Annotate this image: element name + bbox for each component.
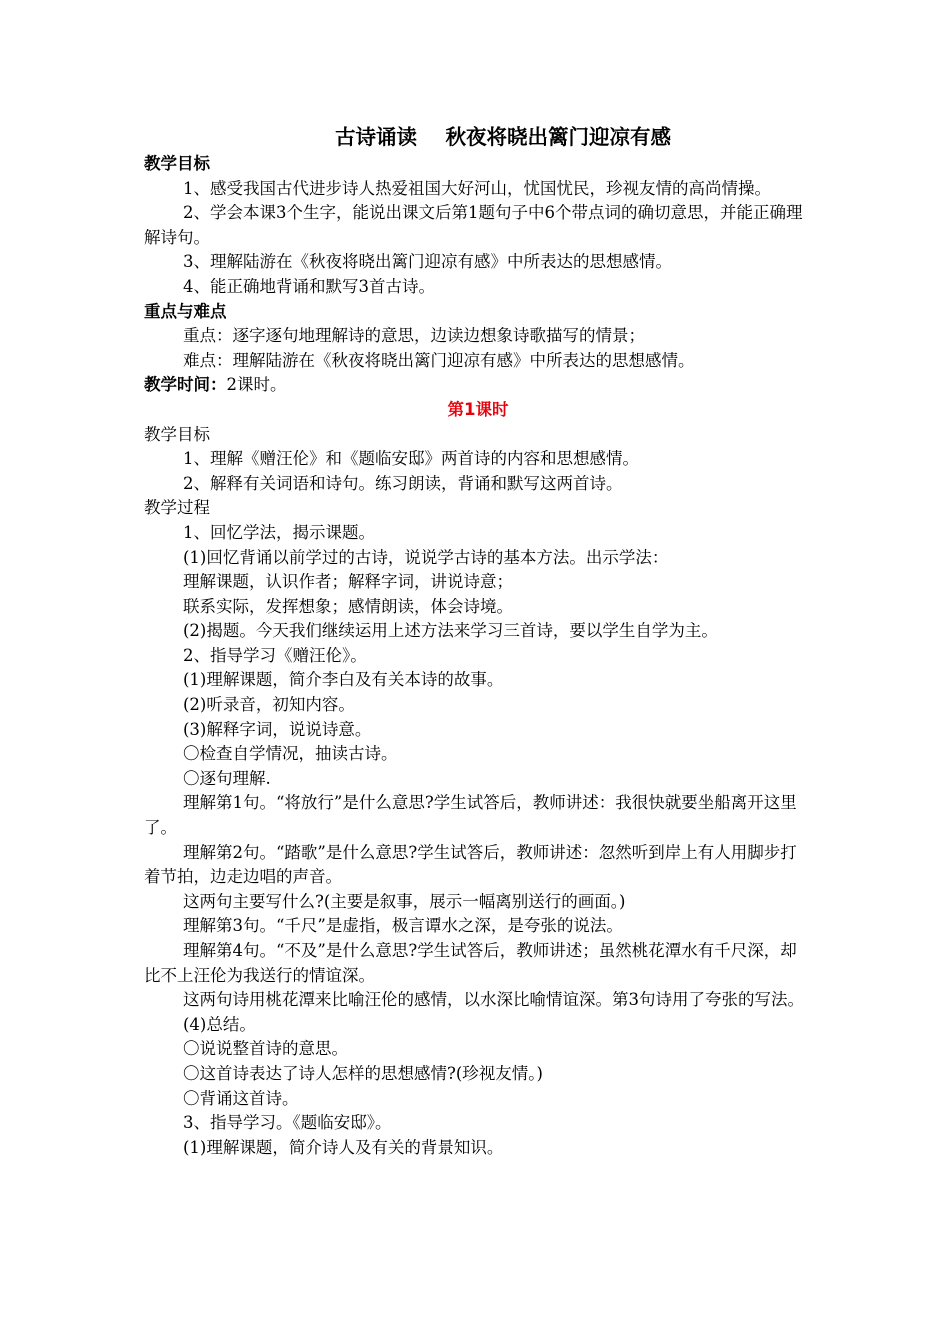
goal-item: 4、能正确地背诵和默写3首古诗。 (183, 276, 435, 296)
teaching-time-value: 2课时。 (226, 375, 287, 395)
lesson-goal-item: 2、解释有关词语和诗句。练习朗读，背诵和默写这两首诗。 (183, 473, 623, 493)
process-item: 1、回忆学法，揭示课题。 (183, 522, 375, 542)
process-item: 〇逐句理解. (183, 768, 271, 788)
process-item: 〇检查自学情况，抽读古诗。 (183, 744, 398, 764)
key-point: 重点：逐字逐句地理解诗的意思，边读边想象诗歌描写的情景； (183, 326, 645, 346)
lesson-1-title: 第1课时 (447, 399, 509, 419)
process-item: 2、指导学习《赠汪伦》。 (183, 645, 367, 665)
summary-item: 〇说说整首诗的意思。 (183, 1039, 348, 1059)
summary-item: (4)总结。 (183, 1014, 256, 1034)
summary-item: 〇这首诗表达了诗人怎样的思想感情?(珍视友情。) (183, 1063, 543, 1083)
section-heading-key: 重点与难点 (144, 301, 227, 321)
goal-item: 3、理解陆游在《秋夜将晓出篱门迎凉有感》中所表达的思想感情。 (183, 252, 672, 272)
process-item: (2)听录音，初知内容。 (183, 695, 355, 715)
page-title: 古诗诵读 秋夜将晓出篱门迎凉有感 (334, 125, 672, 149)
process-item: (2)揭题。今天我们继续运用上述方法来学习三首诗，要以学生自学为主。 (183, 621, 718, 641)
explanation-item: 理解第2句。“踏歌”是什么意思?学生试答后，教师讲述：忽然听到岸上有人用脚步打着节拍，边走边唱的声音。 (144, 842, 797, 887)
teaching-time-label: 教学时间： (144, 375, 227, 395)
summary-item: (1)理解课题，简介诗人及有关的背景知识。 (183, 1137, 504, 1157)
teaching-time (144, 373, 812, 398)
section-heading-goals: 教学目标 (144, 154, 210, 173)
process-item: (1)理解课题，简介李白及有关本诗的故事。 (183, 670, 504, 690)
summary-item: 〇背诵这首诗。 (183, 1088, 299, 1108)
lesson-goal-item: 1、理解《赠汪伦》和《题临安邸》两首诗的内容和思想感情。 (183, 449, 639, 469)
process-item: (3)解释字词，说说诗意。 (183, 719, 372, 739)
process-label: 教学过程 (144, 498, 210, 518)
document-body (144, 122, 812, 1160)
goal-item: 1、感受我国古代进步诗人热爱祖国大好河山，忧国忧民，珍视友情的高尚情操。 (183, 178, 771, 198)
process-item: (1)回忆背诵以前学过的古诗，说说学古诗的基本方法。出示学法： (183, 547, 669, 567)
goal-item: 2、学会本课3个生字，能说出课文后第1题句子中6个带点词的确切意思，并能正确理解诗句。 (144, 203, 803, 247)
explanation-item: 理解第3句。“千尺”是虚指，极言谭水之深，是夸张的说法。 (183, 916, 623, 936)
process-item: 理解课题，认识作者；解释字词，讲说诗意； (183, 572, 513, 592)
explanation-item: 这两句诗用桃花潭来比喻汪伦的感情，以水深比喻情谊深。第3句诗用了夸张的写法。 (183, 990, 804, 1010)
lesson-goals-label: 教学目标 (144, 424, 210, 444)
explanation-item: 理解第4句。“不及”是什么意思?学生试答后，教师讲述；虽然桃花潭水有千尺深，却比不上汪伦为我送行的情谊深。 (144, 941, 797, 985)
process-item: 联系实际，发挥想象；感情朗读，体会诗境。 (183, 596, 513, 616)
explanation-item: 理解第1句。“将放行”是什么意思?学生试答后，教师讲述：我很快就要坐船离开这里了。 (144, 793, 797, 838)
explanation-item: 这两句主要写什么?(主要是叙事，展示一幅离别送行的画面。) (183, 891, 626, 911)
difficulty: 难点：理解陆游在《秋夜将晓出篱门迎凉有感》中所表达的思想感情。 (183, 350, 695, 370)
summary-item: 3、指导学习。《题临安邸》。 (183, 1113, 392, 1133)
